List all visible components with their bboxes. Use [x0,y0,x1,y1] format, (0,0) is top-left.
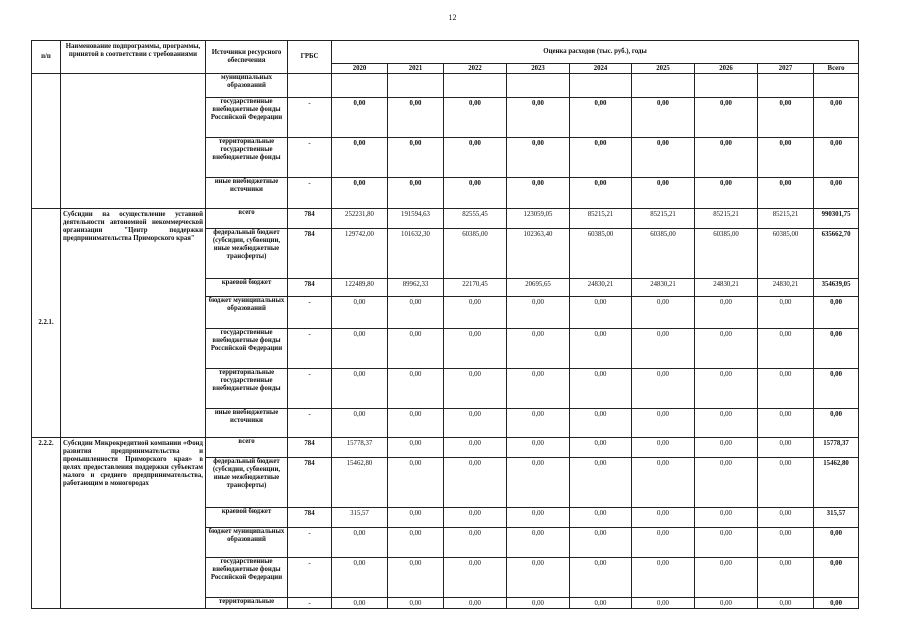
year-value: 122489,80 [332,279,388,297]
funding-source: федеральный бюджет (субсидии, субвенции, иные межбюджетные трансферты) [206,458,288,508]
year-value [332,74,388,98]
funding-source: государственные внебюджетные фонды Российской Федерации [206,558,288,598]
year-value: 0,00 [332,138,388,178]
year-value: 0,00 [332,297,388,329]
year-value: 0,00 [444,98,507,138]
row-description: Субсидии на осуществление уставной деятельности автономной некоммерческой организации "Центр поддержки предпринимательства Приморского края" [61,209,206,438]
grbs-code: 784 [288,438,332,458]
header-name: Наименование подпрограммы, программы, принятой в соответствии с требованиями [61,41,206,74]
year-value: 0,00 [444,438,507,458]
grbs-code: - [288,598,332,609]
year-value [570,74,632,98]
header-year: 2026 [695,64,758,74]
total-value: 990301,75 [814,209,859,229]
year-value: 0,00 [332,369,388,409]
year-value: 0,00 [695,329,758,369]
table-row [32,74,859,98]
row-description [61,74,206,209]
year-value: 0,00 [332,409,388,438]
year-value: 0,00 [632,138,695,178]
year-value: 102363,40 [507,229,570,279]
funding-source: всего [206,209,288,229]
year-value: 0,00 [507,508,570,528]
year-value: 0,00 [758,409,814,438]
year-value: 15778,37 [332,438,388,458]
year-value: 0,00 [444,409,507,438]
year-value: 101632,30 [388,229,444,279]
funding-source: краевой бюджет [206,279,288,297]
total-value: 15462,80 [814,458,859,508]
year-value: 0,00 [444,458,507,508]
year-value [695,74,758,98]
total-value: 0,00 [814,558,859,598]
header-year: Всего [814,64,859,74]
year-value: 0,00 [632,98,695,138]
year-value: 123059,05 [507,209,570,229]
total-value: 0,00 [814,369,859,409]
grbs-code: 784 [288,229,332,279]
year-value: 0,00 [444,558,507,598]
year-value: 0,00 [632,297,695,329]
year-value: 0,00 [332,329,388,369]
year-value: 0,00 [695,438,758,458]
year-value: 0,00 [444,178,507,209]
funding-source: бюджет муниципальных образований [206,297,288,329]
total-value: 0,00 [814,409,859,438]
year-value: 0,00 [388,598,444,609]
funding-source: иные внебюджетные источники [206,178,288,209]
year-value: 60385,00 [444,229,507,279]
total-value: 0,00 [814,178,859,209]
funding-source: территориальные государственные внебюджетные фонды [206,369,288,409]
year-value: 0,00 [507,178,570,209]
year-value: 0,00 [570,558,632,598]
year-value: 0,00 [758,329,814,369]
header-year: 2024 [570,64,632,74]
year-value: 82555,45 [444,209,507,229]
funding-source: бюджет муниципальных образований [206,528,288,558]
year-value: 0,00 [507,369,570,409]
year-value: 89962,33 [388,279,444,297]
year-value: 0,00 [388,138,444,178]
year-value: 0,00 [444,138,507,178]
grbs-code: 784 [288,279,332,297]
funding-source: всего [206,438,288,458]
year-value: 85215,21 [758,209,814,229]
year-value: 0,00 [632,409,695,438]
total-value: 0,00 [814,329,859,369]
header-year: 2021 [388,64,444,74]
year-value: 0,00 [632,528,695,558]
header-year: 2023 [507,64,570,74]
year-value: 60385,00 [758,229,814,279]
year-value: 0,00 [332,558,388,598]
total-value [814,74,859,98]
row-code [32,74,61,209]
year-value: 60385,00 [632,229,695,279]
year-value [388,74,444,98]
grbs-code [288,74,332,98]
year-value: 0,00 [758,297,814,329]
year-value: 0,00 [507,528,570,558]
grbs-code: - [288,409,332,438]
total-value: 15778,37 [814,438,859,458]
total-value: 354639,05 [814,279,859,297]
header-grbs: ГРБС [288,41,332,74]
year-value: 0,00 [388,558,444,598]
total-value: 0,00 [814,598,859,609]
table-row [32,438,859,458]
total-value: 635662,70 [814,229,859,279]
year-value: 0,00 [695,98,758,138]
year-value: 191594,63 [388,209,444,229]
year-value: 0,00 [332,528,388,558]
header-year: 2020 [332,64,388,74]
funding-source: государственные внебюджетные фонды Российской Федерации [206,329,288,369]
year-value: 0,00 [444,598,507,609]
row-code: 2.2.2. [32,438,61,609]
grbs-code: 784 [288,508,332,528]
year-value: 0,00 [758,438,814,458]
year-value: 0,00 [444,528,507,558]
year-value: 0,00 [507,409,570,438]
year-value: 85215,21 [632,209,695,229]
year-value: 0,00 [444,297,507,329]
grbs-code: - [288,369,332,409]
year-value: 0,00 [570,369,632,409]
year-value: 0,00 [388,508,444,528]
year-value: 20695,65 [507,279,570,297]
year-value: 0,00 [507,297,570,329]
year-value: 0,00 [444,329,507,369]
year-value: 0,00 [388,178,444,209]
year-value: 252231,80 [332,209,388,229]
year-value: 0,00 [507,598,570,609]
year-value: 0,00 [388,409,444,438]
funding-source: иные внебюджетные источники [206,409,288,438]
year-value: 0,00 [570,438,632,458]
year-value: 0,00 [695,558,758,598]
year-value: 0,00 [695,598,758,609]
year-value: 0,00 [695,297,758,329]
year-value: 0,00 [632,598,695,609]
grbs-code: - [288,329,332,369]
year-value: 0,00 [632,178,695,209]
grbs-code: - [288,178,332,209]
funding-source: муниципальных образований [206,74,288,98]
year-value: 60385,00 [695,229,758,279]
year-value: 0,00 [507,138,570,178]
grbs-code: - [288,297,332,329]
year-value: 24830,21 [758,279,814,297]
year-value: 60385,00 [570,229,632,279]
header-sources: Источники ресурсного обеспечения [206,41,288,74]
year-value: 85215,21 [570,209,632,229]
year-value: 0,00 [632,558,695,598]
year-value: 15462,80 [332,458,388,508]
year-value [444,74,507,98]
year-value: 0,00 [388,528,444,558]
year-value: 0,00 [570,528,632,558]
year-value: 85215,21 [695,209,758,229]
year-value: 0,00 [570,458,632,508]
expenses-table [31,40,859,609]
year-value: 315,57 [332,508,388,528]
year-value: 0,00 [570,138,632,178]
year-value: 22170,45 [444,279,507,297]
year-value: 0,00 [695,138,758,178]
year-value: 0,00 [758,138,814,178]
header-year: 2025 [632,64,695,74]
year-value: 0,00 [695,508,758,528]
year-value: 0,00 [388,297,444,329]
year-value: 0,00 [758,458,814,508]
page-number: 12 [448,13,457,22]
header-year: 2027 [758,64,814,74]
year-value: 0,00 [632,438,695,458]
total-value: 0,00 [814,98,859,138]
funding-source: территориальные [206,598,288,609]
year-value: 0,00 [570,598,632,609]
year-value: 129742,00 [332,229,388,279]
funding-source: государственные внебюджетные фонды Российской Федерации [206,98,288,138]
year-value: 0,00 [758,508,814,528]
funding-source: краевой бюджет [206,508,288,528]
table-row [32,209,859,229]
year-value: 0,00 [695,528,758,558]
year-value: 0,00 [758,369,814,409]
year-value: 0,00 [570,409,632,438]
header-num: п/п [32,41,61,74]
funding-source: территориальные государственные внебюджетные фонды [206,138,288,178]
year-value [632,74,695,98]
year-value: 0,00 [388,329,444,369]
year-value: 0,00 [570,329,632,369]
year-value: 0,00 [388,458,444,508]
year-value: 0,00 [570,508,632,528]
year-value: 24830,21 [570,279,632,297]
year-value: 0,00 [758,558,814,598]
year-value: 0,00 [632,369,695,409]
year-value: 0,00 [632,458,695,508]
year-value: 24830,21 [695,279,758,297]
grbs-code: - [288,528,332,558]
year-value: 0,00 [758,98,814,138]
funding-source: федеральный бюджет (субсидии, субвенции, иные межбюджетные трансферты) [206,229,288,279]
header-year: 2022 [444,64,507,74]
header-costs: Оценка расходов (тыс. руб.), годы [332,41,859,64]
year-value [758,74,814,98]
year-value: 0,00 [695,458,758,508]
year-value: 0,00 [507,458,570,508]
grbs-code: - [288,558,332,598]
year-value: 0,00 [695,369,758,409]
year-value: 0,00 [758,528,814,558]
year-value: 0,00 [695,409,758,438]
year-value: 0,00 [444,508,507,528]
year-value: 0,00 [695,178,758,209]
year-value: 0,00 [758,178,814,209]
year-value: 0,00 [632,329,695,369]
grbs-code: 784 [288,209,332,229]
grbs-code: - [288,98,332,138]
grbs-code: - [288,138,332,178]
year-value: 24830,21 [632,279,695,297]
year-value: 0,00 [332,178,388,209]
row-code: 2.2.1. [32,209,61,438]
year-value: 0,00 [758,598,814,609]
year-value: 0,00 [507,329,570,369]
year-value: 0,00 [332,98,388,138]
total-value: 0,00 [814,528,859,558]
year-value: 0,00 [388,98,444,138]
year-value: 0,00 [632,508,695,528]
total-value: 315,57 [814,508,859,528]
year-value: 0,00 [388,369,444,409]
year-value: 0,00 [570,178,632,209]
total-value: 0,00 [814,138,859,178]
year-value: 0,00 [507,438,570,458]
year-value: 0,00 [570,98,632,138]
grbs-code: 784 [288,458,332,508]
year-value: 0,00 [507,98,570,138]
year-value: 0,00 [332,598,388,609]
year-value: 0,00 [388,438,444,458]
year-value [507,74,570,98]
year-value: 0,00 [507,558,570,598]
year-value: 0,00 [444,369,507,409]
year-value: 0,00 [570,297,632,329]
total-value: 0,00 [814,297,859,329]
row-description: Субсидии Микрокредитной компании «Фонд развития предпринимательства и промышленности Приморского края» в целях предоставления поддержки субъектам малого и среднего предпринимательства, работающим в моногородах [61,438,206,609]
